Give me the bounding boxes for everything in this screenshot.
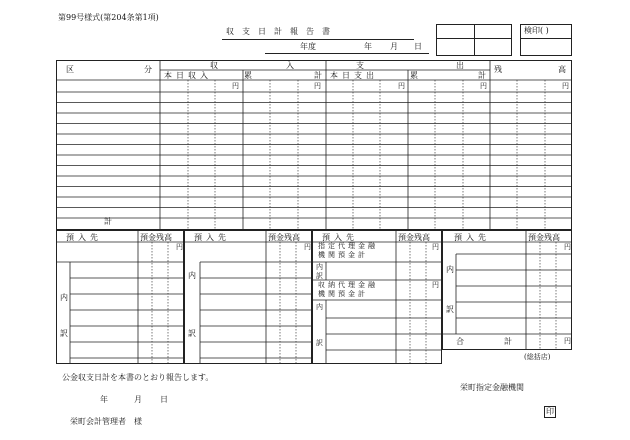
yen-unit-4: 円 [480, 82, 487, 90]
date-underline [265, 53, 429, 54]
title-underline [222, 39, 414, 40]
footer-year: 年 [100, 395, 108, 404]
yokin-zan-3: 預金残高 [398, 233, 430, 242]
gokei-a: 合 [456, 337, 464, 346]
azuke-saki-2: 預入先 [194, 233, 230, 242]
col-zan: 残 [494, 65, 502, 74]
lower-yen-2: 円 [304, 243, 311, 251]
uchi-4: 内 [316, 303, 323, 311]
col-daka: 高 [558, 65, 566, 74]
yen-unit-1: 円 [232, 82, 239, 90]
day-label: 月 [390, 42, 398, 51]
lower-yen-4: 円 [564, 243, 571, 251]
uchi-5: 内 [446, 265, 454, 274]
gokei-b: 計 [504, 337, 512, 346]
shuno-line2: 機関預金計 [318, 290, 368, 298]
yen-unit-5: 円 [562, 82, 569, 90]
col-bun: 分 [144, 65, 152, 74]
shitei-line1: 指定代理金融 [318, 242, 378, 250]
date-day-label: 日 [414, 42, 422, 51]
manager-title: 栄町会計管理者 [70, 417, 126, 426]
shuno-line1: 収納代理金融 [318, 281, 378, 289]
sub-ruikei-in: 累 [244, 71, 252, 80]
azuke-saki-1: 預入先 [66, 233, 102, 242]
month-label: 年 [364, 42, 372, 51]
col-shutsu: 出 [456, 61, 464, 70]
lower-yen-3b: 円 [432, 281, 439, 289]
lower-block-4 [442, 230, 572, 350]
wake-2: 訳 [188, 329, 196, 338]
azuke-saki-3: 預入先 [322, 233, 358, 242]
year-label: 年度 [300, 42, 316, 51]
approval-divider-h [436, 38, 512, 39]
total-label: 計 [104, 217, 112, 226]
uchi-1: 内 [60, 293, 68, 302]
inspection-stamp-divider [520, 38, 572, 39]
sub-honjitsu-nyu: 本日収入 [164, 71, 212, 80]
sub-honjitsu-shutsu: 本日支出 [330, 71, 378, 80]
footer-month: 月 [134, 395, 142, 404]
col-shu: 収 [210, 61, 218, 70]
lower-block-2 [184, 230, 312, 364]
wake-3: 訳 [316, 272, 323, 280]
sub-kei-out: 計 [478, 71, 486, 80]
yokin-zan-2: 預金残高 [268, 233, 300, 242]
bank-name: 栄町指定金融機関 [460, 383, 524, 392]
yokin-zan-4: 預金残高 [528, 233, 560, 242]
approval-divider-v [474, 24, 475, 56]
wake-4: 訳 [316, 339, 323, 347]
inspection-stamp-label: 検印( ) [524, 26, 549, 35]
footer-day: 日 [160, 395, 168, 404]
col-nyu: 入 [286, 61, 294, 70]
sub-ruikei-out: 累 [410, 71, 418, 80]
col-kubun: 区 [66, 65, 74, 74]
form-number: 第99号様式(第204条第1項) [58, 13, 159, 22]
lower-yen-5: 円 [564, 337, 571, 345]
uchi-2: 内 [188, 271, 196, 280]
soukatsu-label: (総括店) [524, 353, 551, 361]
col-shi: 支 [356, 61, 364, 70]
shitei-line2: 機関預金計 [318, 251, 368, 259]
report-statement: 公金収支日計を本書のとおり報告します。 [62, 373, 214, 382]
azuke-saki-4: 預入先 [454, 233, 490, 242]
manager-sama: 様 [134, 417, 142, 426]
seal-mark: 印 [546, 407, 554, 416]
page-title: 収支日計報告書 [226, 27, 338, 36]
lower-yen-1: 円 [176, 243, 183, 251]
yokin-zan-1: 預金残高 [140, 233, 172, 242]
lower-yen-3: 円 [432, 243, 439, 251]
uchi-3: 内 [316, 263, 323, 271]
wake-1: 訳 [60, 329, 68, 338]
sub-kei-in: 計 [314, 71, 322, 80]
wake-5: 訳 [446, 305, 454, 314]
lower-block-1 [56, 230, 184, 364]
yen-unit-2: 円 [314, 82, 321, 90]
yen-unit-3: 円 [398, 82, 405, 90]
